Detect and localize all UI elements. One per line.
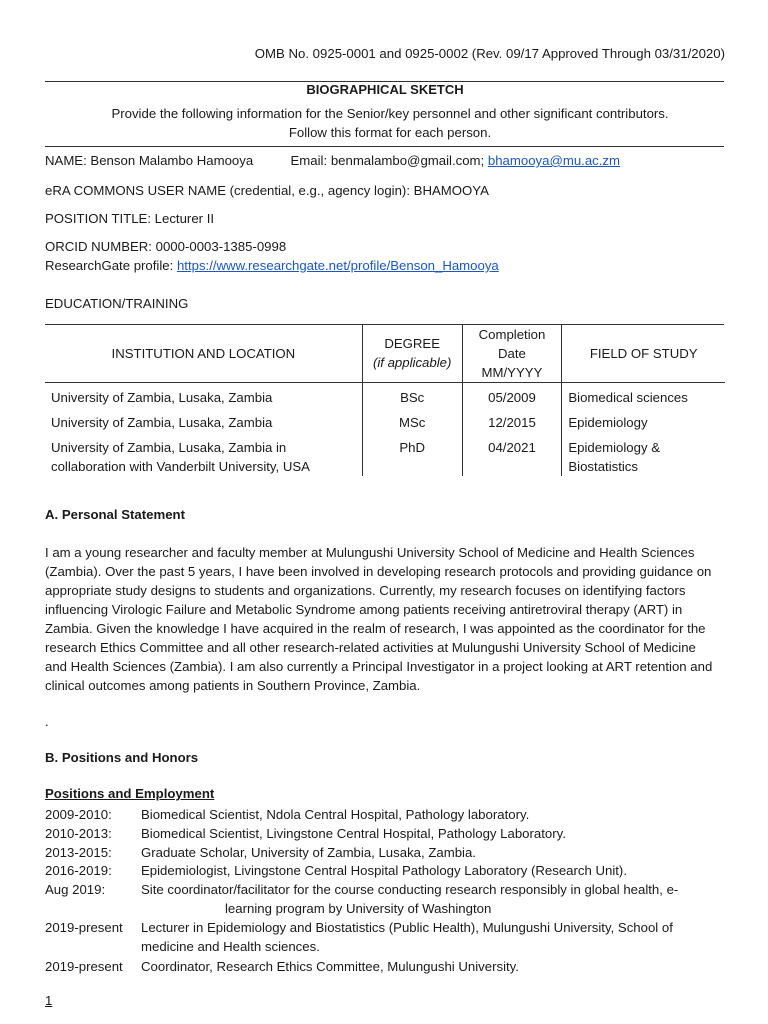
document-title: BIOGRAPHICAL SKETCH	[306, 82, 464, 97]
completion-header-1: Completion	[478, 326, 546, 342]
position-years: 2019-present	[45, 920, 123, 935]
position-desc: Epidemiologist, Livingstone Central Hospital Pathology Laboratory (Research Unit).	[141, 863, 627, 878]
position-desc-wrap	[141, 880, 731, 918]
person-name: NAME: Benson Malambo Hamooya	[45, 153, 254, 168]
list-item	[45, 880, 725, 918]
table-row	[45, 383, 725, 408]
position-years: 2013-2015:	[45, 845, 112, 860]
orcid-line: ORCID NUMBER: 0000-0003-1385-0998	[45, 239, 287, 254]
field-cell: Epidemiology	[562, 407, 725, 432]
completion-header-3: MM/YYYY	[481, 364, 543, 380]
table-row	[45, 407, 725, 432]
omb-number: OMB No. 0925-0001 and 0925-0002 (Rev. 09/17 Approved Through 03/31/2020)	[254, 46, 725, 61]
position-title-line: POSITION TITLE: Lecturer II	[45, 211, 215, 226]
position-desc: Graduate Scholar, University of Zambia, Lusaka, Zambia.	[141, 845, 476, 860]
degree-header-note: (if applicable)	[372, 355, 452, 370]
field-cell: Epidemiology & Biostatistics	[562, 432, 725, 476]
field-cell: Biomedical sciences	[562, 383, 725, 408]
name-line	[45, 153, 620, 168]
position-desc: Site coordinator/facilitator for the course conducting research responsibly in global health, e-	[141, 882, 679, 897]
page-number: 1	[45, 993, 53, 1008]
degree-header-label: DEGREE	[384, 336, 441, 351]
header-bottom-rule	[45, 146, 724, 147]
education-table	[45, 324, 725, 476]
person-email: Email: benmalambo@gmail.com;	[290, 153, 485, 168]
researchgate-line	[45, 258, 499, 273]
degree-cell: BSc	[362, 383, 462, 408]
completion-header-2: Date	[498, 345, 526, 361]
date-cell: 12/2015	[462, 407, 562, 432]
education-header-row	[45, 324, 725, 383]
position-years: 2019-present	[45, 959, 123, 974]
position-desc-continued: learning program by University of Washington	[225, 901, 492, 916]
position-desc: Coordinator, Research Ethics Committee, Mulungushi University.	[141, 959, 519, 974]
instructions-line-2: Follow this format for each person.	[288, 125, 492, 140]
institution-cell: University of Zambia, Lusaka, Zambia	[51, 415, 273, 430]
position-years: 2016-2019:	[45, 863, 112, 878]
degree-header	[362, 324, 462, 383]
researchgate-link[interactable]: https://www.researchgate.net/profile/Benson_Hamooya	[176, 258, 499, 273]
date-cell: 04/2021	[462, 432, 562, 476]
list-item	[45, 918, 725, 956]
position-desc: Biomedical Scientist, Ndola Central Hospital, Pathology laboratory.	[141, 807, 530, 822]
position-years: Aug 2019:	[45, 882, 106, 897]
date-cell: 05/2009	[462, 383, 562, 408]
table-row	[45, 432, 725, 476]
position-desc: Lecturer in Epidemiology and Biostatistics (Public Health), Mulungushi University, School of medicine and Health sciences.	[141, 920, 673, 954]
biosketch-page	[45, 0, 725, 1024]
personal-statement-trailing: .	[45, 714, 49, 729]
education-label: EDUCATION/TRAINING	[45, 296, 189, 311]
position-years: 2010-2013:	[45, 826, 112, 841]
field-header: FIELD OF STUDY	[562, 324, 725, 383]
document-instructions	[45, 104, 735, 142]
instructions-line-1: Provide the following information for the Senior/key personnel and other significant contributors.	[111, 106, 669, 121]
institution-header: INSTITUTION AND LOCATION	[45, 324, 362, 383]
era-commons-line: eRA COMMONS USER NAME (credential, e.g., agency login): BHAMOOYA	[45, 183, 489, 198]
positions-subheading: Positions and Employment	[45, 786, 215, 801]
degree-cell: MSc	[362, 407, 462, 432]
section-b-heading: B. Positions and Honors	[45, 750, 199, 765]
institution-cell: University of Zambia, Lusaka, Zambia in collaboration with Vanderbilt University, USA	[51, 440, 310, 474]
researchgate-label: ResearchGate profile:	[45, 258, 174, 273]
section-a-heading: A. Personal Statement	[45, 507, 185, 522]
email-link[interactable]: bhamooya@mu.ac.zm	[487, 153, 621, 168]
degree-cell: PhD	[362, 432, 462, 476]
personal-statement: I am a young researcher and faculty member at Mulungushi University School of Medicine and Health Sciences (Zambia). Over the past 5 years, I have been involved in developing research protocols and providing guidance on appropriate study designs to students and organizations. Currently, my research focuses on identifying factors influencing Virologic Failure and Metabolic Syndrome among patients receiving antiretroviral therapy (ART) in Zambia. Given the knowledge I have acquired in the realm of research, I was appointed as the coordinator for the research Ethics Committee and all other research-related activities at Mulungushi University School of Medicine and Health Sciences (Zambia). I am also currently a Principal Investigator in a project looking at ART retention and clinical outcomes among patients in Southern Province, Zambia.	[45, 545, 713, 693]
position-years: 2009-2010:	[45, 807, 112, 822]
position-desc: Biomedical Scientist, Livingstone Central Hospital, Pathology Laboratory.	[141, 826, 566, 841]
completion-header	[462, 324, 562, 383]
institution-cell: University of Zambia, Lusaka, Zambia	[51, 390, 273, 405]
